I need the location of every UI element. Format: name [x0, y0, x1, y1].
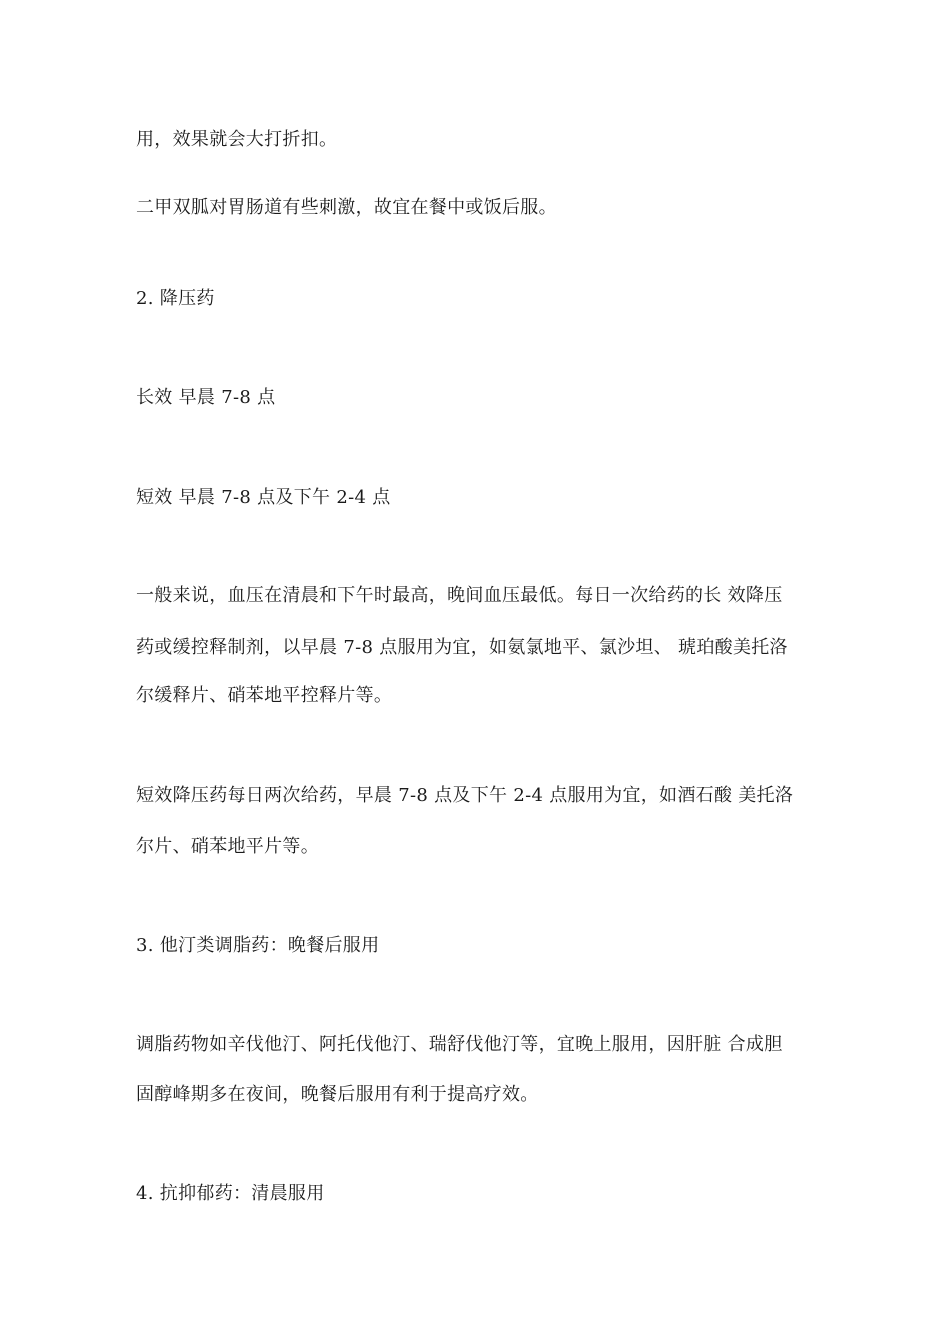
text-line: 用，效果就会大打折扣。 [136, 129, 338, 150]
text-line: 长效 早晨 7-8 点 [136, 387, 276, 408]
text-line: 尔片、硝苯地平片等。 [136, 836, 319, 857]
section-heading: 4. 抗抑郁药：清晨服用 [136, 1183, 325, 1204]
section-heading: 3. 他汀类调脂药：晚餐后服用 [136, 935, 380, 956]
text-line: 药或缓控释制剂，以早晨 7-8 点服用为宜，如氨氯地平、氯沙坦、 琥珀酸美托洛 [136, 637, 788, 658]
section-heading: 2. 降压药 [136, 288, 215, 309]
text-line: 尔缓释片、硝苯地平控释片等。 [136, 685, 393, 706]
text-line: 短效 早晨 7-8 点及下午 2-4 点 [136, 487, 391, 508]
text-line: 固醇峰期多在夜间，晚餐后服用有利于提高疗效。 [136, 1084, 539, 1105]
text-line: 一般来说，血压在清晨和下午时最高，晚间血压最低。每日一次给药的长 效降压 [136, 585, 783, 606]
text-line: 二甲双胍对胃肠道有些刺激，故宜在餐中或饭后服。 [136, 197, 557, 218]
text-line: 短效降压药每日两次给药，早晨 7-8 点及下午 2-4 点服用为宜，如酒石酸 美托洛 [136, 785, 794, 806]
text-line: 调脂药物如辛伐他汀、阿托伐他汀、瑞舒伐他汀等，宜晚上服用，因肝脏 合成胆 [136, 1034, 783, 1055]
